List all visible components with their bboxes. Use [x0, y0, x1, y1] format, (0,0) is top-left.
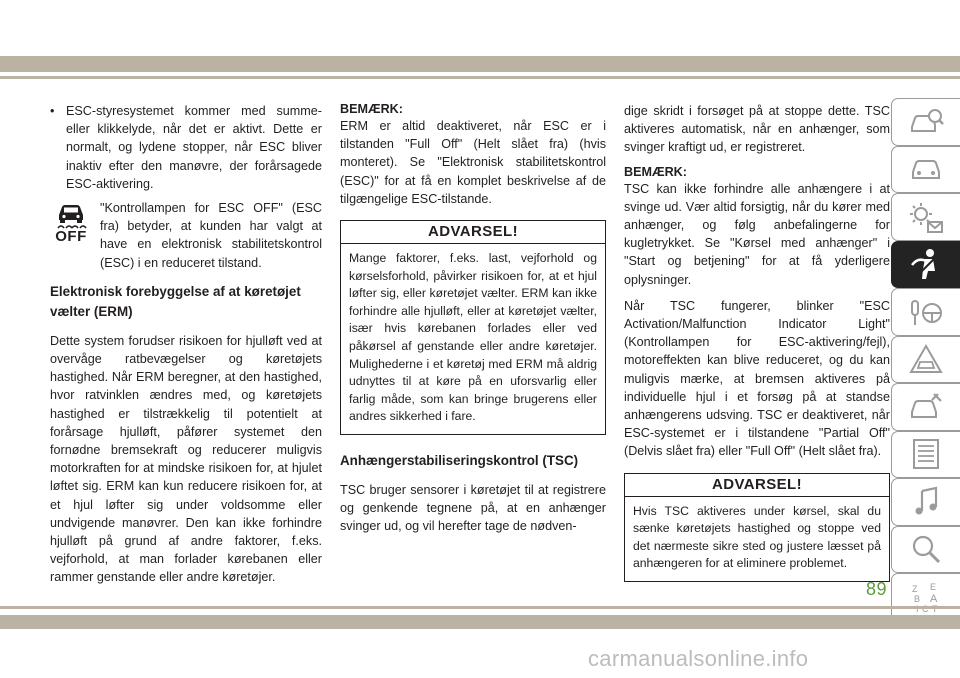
skidding-car-icon	[53, 203, 89, 229]
tab-warning-lights[interactable]	[891, 193, 960, 241]
warning-text: Mange faktorer, f.eks. last, vejforhold og kørselsforhold, påvirker risikoen for, at et hjul løfter sig, eller køretøjet vælter. ERM kan ikke forhindre alle hjulløft, eller at køretøjet vælter, især hvis kørebanen forlades eller ved påkørsel af genstande eller andre køretøjer. Mulighederne i et køretøj med ERM må aldrig udnyttes til at køre på en uforsvarlig eller farlig måde, som kan bringe brugerens eller andres sikkerhed i fare.	[349, 251, 597, 424]
footer-rule	[0, 606, 960, 609]
column-1	[50, 102, 322, 595]
warning-text: Hvis TSC aktiveres under kørsel, skal du sænke køretøjets hastighed og stoppe ved det nærmeste sikre sted og justere læsset på anhængeren for at eliminere problemet.	[633, 503, 881, 571]
tab-emergency[interactable]	[891, 336, 960, 384]
warning-title: ADVARSEL!	[341, 221, 605, 244]
esc-off-icon	[50, 199, 92, 272]
warning-lights-icon	[908, 200, 944, 234]
svg-text:Z: Z	[912, 583, 918, 594]
svg-text:A: A	[930, 592, 938, 605]
car-wrench-icon	[908, 390, 944, 424]
svg-text:E: E	[930, 581, 937, 592]
header-rule	[0, 76, 960, 79]
tsc-continued-paragraph: dige skridt i forsøget på at stoppe dette. TSC aktiveres automatisk, når en anhænger, som svinger kraftigt ud, er registreret.	[624, 104, 890, 155]
esc-off-description: "Kontrollampen for ESC OFF" (ESC fra) betyder, at kunden har valgt at have en elektronisk stabilitetskontrol (ESC) i en reduceret tilstand.	[100, 201, 322, 270]
esc-off-label: OFF	[55, 228, 87, 246]
tab-customer-assistance[interactable]	[891, 526, 960, 574]
note-text: TSC kan ikke forhindre alle anhængere i at svinge ud. Vær altid forsigtig, når du kører med anhænger, og følg anbefalingerne for kugletrykket. Se "Kørsel med anhænger" i "Start og betjening" for at få yderligere oplysninger.	[624, 181, 890, 287]
erm-paragraph: Dette system forudser risikoen for hjulløft ved at overvåge ratbevægelser og køretøjets hastighed. Når ERM beregner, at den hastighed, hvor ratvinklen ændres med, og køretøjets hastighed er tilstrækkelig til potentielt at forårsage hjulløft, påfører systemet den fornødne bremsekraft og reducerer muligvis motorkraften for at mindske risikoen for, at hjulet løftet sig. ERM kan kun reducere risikoen for, at et hjul løfter sig under voldsomme eller undvigende manøvrer. Den kan ikke forhindre hjulløft på grund af andre faktorer, f.eks. vejforhold, at man forlader kørebanen eller rammer genstande eller andre køretøjer.	[50, 333, 322, 585]
esc-off-indicator-row	[50, 199, 322, 272]
tab-specifications[interactable]	[891, 431, 960, 479]
music-note-icon	[908, 485, 944, 519]
tsc-function-paragraph: Når TSC fungerer, blinker "ESC Activation/Malfunction Indicator Light" (Kontrollampen for ESC-aktivering/fejl), motoreffekten kan blive reduceret, og du kan muligvis mærke, at bremsen aktiveres på individuelle hjul i et forsøg på at standse anhængerens udsving. TSC er deaktiveret, når ESC-systemet er i tilstandene "Partial Off" (Delvis slået fra) eller "Full Off" (Helt slået fra).	[624, 298, 890, 459]
bullet-text: ESC-styresystemet kommer med summe-eller klikkelyde, når det er aktivt. Dette er normalt, og lydene stopper, når ESC bliver inaktiv efter den manøvre, der forårsagede ESC-aktivering.	[66, 104, 322, 191]
tab-servicing[interactable]	[891, 383, 960, 431]
section-heading-tsc: Anhængerstabiliseringskontrol (TSC)	[340, 452, 579, 468]
note-text: ERM er altid deaktiveret, når ESC er i tilstanden "Full Off" (Helt slået fra) (hvis monteret). Se "Elektronisk stabilitetskontrol (ESC)" for at få en komplet beskrivelse af de tilgængelige ESC-tilstande.	[340, 119, 606, 206]
header-band	[0, 56, 960, 72]
page-number: 89	[866, 579, 888, 599]
tab-starting-driving[interactable]	[891, 288, 960, 336]
footer-band	[0, 615, 960, 629]
tab-multimedia[interactable]	[891, 478, 960, 526]
bullet-item	[50, 102, 322, 193]
watermark: carmanualsonline.info	[588, 646, 809, 671]
section-heading-erm: Elektronisk forebyggelse af at køretøjet vælter (ERM)	[50, 283, 301, 319]
hazard-triangle-car-icon	[908, 342, 944, 376]
tab-car-magnifier[interactable]	[891, 98, 960, 146]
car-magnifier-icon	[908, 105, 944, 139]
column-3	[624, 102, 890, 598]
tab-safety[interactable]	[891, 241, 960, 289]
car-info-icon	[908, 152, 944, 186]
key-steering-wheel-icon	[908, 295, 944, 329]
warning-box-tsc	[624, 473, 890, 582]
checklist-icon	[908, 437, 944, 471]
bullet-dot: •	[50, 104, 55, 118]
warning-title: ADVARSEL!	[625, 474, 889, 497]
tsc-paragraph: TSC bruger sensorer i køretøjet til at registrere og genkende tegnene på, at en anhænger svinger ud, og vil herefter tage de nødven-	[340, 482, 606, 534]
column-2	[340, 102, 606, 544]
tab-index[interactable]	[891, 573, 960, 621]
tab-car-info[interactable]	[891, 146, 960, 194]
note-label: BEMÆRK:	[340, 102, 403, 116]
note-label: BEMÆRK:	[624, 164, 687, 179]
warning-box-erm	[340, 220, 606, 435]
chapter-tabs	[891, 98, 960, 621]
magnifying-glass-icon	[908, 532, 944, 566]
svg-text:B: B	[914, 593, 921, 604]
seated-passenger-safety-icon	[908, 247, 944, 281]
